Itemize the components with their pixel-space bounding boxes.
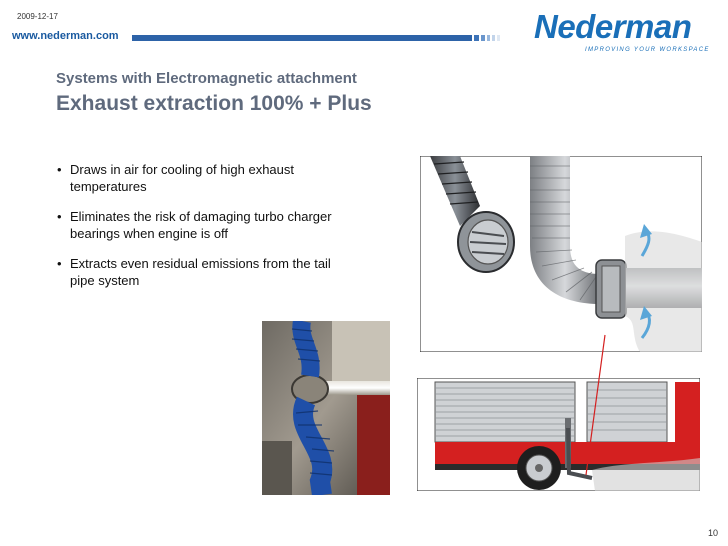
bullet-dot: • bbox=[57, 256, 62, 271]
bullet-item bbox=[54, 208, 344, 242]
slide-title: Exhaust extraction 100% + Plus bbox=[56, 92, 372, 115]
page-number: 10 bbox=[708, 528, 719, 538]
header-rule bbox=[132, 35, 500, 41]
bullet-text: Draws in air for cooling of high exhaust temperatures bbox=[70, 162, 295, 194]
slide-date: 2009-12-17 bbox=[17, 12, 58, 21]
truck-diagram bbox=[417, 378, 700, 491]
hose-photo bbox=[262, 321, 390, 495]
website-url: www.nederman.com bbox=[12, 30, 119, 42]
nozzle-diagram bbox=[420, 156, 702, 352]
bullet-item bbox=[54, 161, 344, 195]
bullet-item bbox=[54, 255, 344, 289]
logo-tagline: IMPROVING YOUR WORKSPACE bbox=[585, 47, 710, 53]
bullet-text: Extracts even residual emissions from the tail pipe system bbox=[70, 256, 331, 288]
bullet-text: Eliminates the risk of damaging turbo charger bearings when engine is off bbox=[70, 209, 332, 241]
slide-subtitle: Systems with Electromagnetic attachment bbox=[56, 70, 357, 87]
nederman-logo: Nederman bbox=[534, 8, 692, 45]
bullet-list bbox=[54, 161, 344, 302]
bullet-dot: • bbox=[57, 162, 62, 177]
bullet-dot: • bbox=[57, 209, 62, 224]
